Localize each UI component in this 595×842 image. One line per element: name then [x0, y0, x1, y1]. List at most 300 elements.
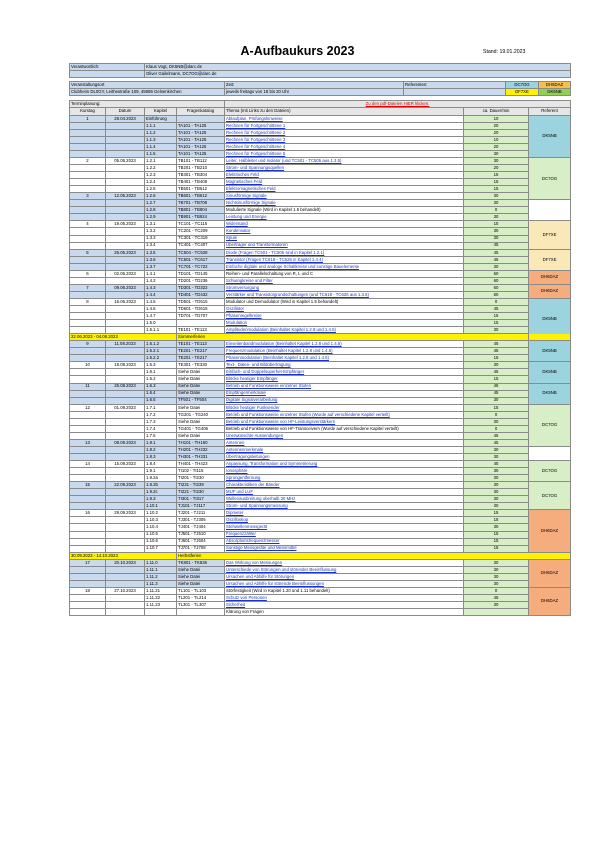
topic-cell[interactable] [225, 249, 464, 256]
chapter-cell: 1.10.4 [145, 524, 177, 531]
pdf-link[interactable] [225, 100, 571, 107]
question-range-cell: TD301 - TD322 [177, 284, 225, 291]
topic-cell[interactable] [225, 284, 464, 291]
chapter-cell: 1.1.3 [145, 136, 177, 143]
referent-cell: DK5NB [529, 383, 571, 404]
topic-cell[interactable] [225, 446, 464, 453]
topic-cell[interactable] [225, 214, 464, 221]
table-row [70, 503, 571, 510]
table-row [70, 270, 571, 277]
topic-cell[interactable] [225, 158, 464, 165]
date-cell: 25.08.2023 [106, 383, 145, 390]
table-row [70, 496, 571, 503]
table-row [70, 545, 571, 552]
topic-link[interactable]: Elektrisches Feld [226, 171, 259, 177]
table-row [70, 327, 571, 334]
question-range-cell: TE201 - TE217 [177, 355, 225, 362]
date-cell [106, 496, 145, 503]
date-cell: 22.09.2023 [106, 482, 145, 489]
topic-cell[interactable] [225, 383, 464, 390]
topic-text: Klärung von Fragen [226, 608, 264, 614]
kurstag-cell [70, 186, 106, 193]
chapter-cell: 1.6.3 [145, 383, 177, 390]
topic-link[interactable]: Dipmeter [226, 510, 244, 516]
topic-cell[interactable] [225, 263, 464, 270]
topic-link[interactable]: Frequenzzähler [226, 531, 256, 537]
topic-link[interactable]: Diode (Fragen TC501 - TC505 sind in Kapitel 1.2.1) [226, 249, 325, 255]
topic-cell[interactable] [225, 200, 464, 207]
topic-link[interactable]: Stehwellenmessgerät [226, 524, 268, 530]
date-cell [106, 503, 145, 510]
topic-link[interactable]: Charakteristiken der Bänder [226, 482, 280, 488]
topic-link[interactable]: Betrieb und Funktionsweise einzelner Stufen (Wurde auf verschiedene Kapitel verteilt) [226, 411, 390, 417]
question-range-cell: TB601 - TB612 [177, 193, 225, 200]
topic-cell[interactable] [225, 369, 464, 376]
topic-link[interactable]: Spule [226, 235, 238, 241]
topic-cell[interactable] [225, 594, 464, 601]
topic-cell[interactable] [225, 136, 464, 143]
table-row [70, 425, 571, 432]
topic-cell[interactable] [225, 228, 464, 235]
kurstag-cell [70, 453, 106, 460]
topic-cell[interactable] [225, 510, 464, 517]
revision-date: Stand: 19.01.2023 [483, 49, 526, 55]
date-cell [106, 369, 145, 376]
kurstag-cell [70, 320, 106, 327]
question-range-cell: TD101 - TD145 [177, 270, 225, 277]
duration-cell: 45 [464, 242, 529, 249]
topic-link[interactable]: Betrieb und Funktionsweise von HF-Leistungsverstärkern [226, 418, 336, 424]
topic-link[interactable]: Anpassung, Transformation und Symmetrierung [226, 460, 318, 466]
date-cell: 27.10.2023 [106, 587, 145, 594]
question-range-cell: TC301 - TC319 [177, 235, 225, 242]
topic-cell[interactable] [225, 341, 464, 348]
topic-cell[interactable] [225, 122, 464, 129]
table-row [70, 136, 571, 143]
duration-cell: 15 [464, 355, 529, 362]
duration-cell: 60 [464, 277, 529, 284]
topic-cell[interactable] [225, 418, 464, 425]
schedule-body [70, 115, 571, 615]
table-row [70, 355, 571, 362]
chapter-cell: 1.3.5 [145, 249, 177, 256]
topic-cell[interactable] [225, 475, 464, 482]
date-cell [106, 397, 145, 404]
duration-cell: 15 [464, 313, 529, 320]
duration-cell: 30 [464, 158, 529, 165]
duration-cell: 15 [464, 179, 529, 186]
topic-cell[interactable] [225, 482, 464, 489]
kurstag-cell: 18 [70, 587, 106, 594]
question-range-cell: TB501 - TB512 [177, 186, 225, 193]
holiday-row [70, 334, 571, 341]
topic-link[interactable]: Blöcke heutiger Funksender [226, 404, 280, 410]
topic-link[interactable]: Sonstige Messgeräte und Messmittel [226, 545, 297, 551]
duration-cell: 30 [464, 566, 529, 573]
duration-cell: 15 [464, 186, 529, 193]
topic-link[interactable]: Ursachen und Abhilfe für Störungen [226, 573, 295, 579]
topic-link[interactable]: Antennen [226, 439, 245, 445]
topic-cell[interactable] [225, 390, 464, 397]
chapter-cell: 1.6.1 [145, 369, 177, 376]
topic-link[interactable]: Absorptionsfrequenzmesser [226, 538, 280, 544]
topic-cell[interactable] [225, 496, 464, 503]
topic-cell[interactable] [225, 313, 464, 320]
chapter-cell: 1.4.2 [145, 277, 177, 284]
kurstag-cell [70, 327, 106, 334]
date-cell [106, 453, 145, 460]
topic-link[interactable]: Einseitenbandmodulation (Beinhaltet Kapitel 1.2.8 und 1.4.5) [226, 341, 342, 347]
topic-link[interactable]: Kondensator [226, 228, 251, 234]
duration-cell: 45 [464, 256, 529, 263]
table-row [70, 179, 571, 186]
table-row [70, 158, 571, 165]
topic-cell[interactable] [225, 531, 464, 538]
table-row [70, 263, 571, 270]
date-cell [106, 418, 145, 425]
question-range-cell: TC101 - TC115 [177, 221, 225, 228]
question-range-cell: TI301 - TI317 [177, 496, 225, 503]
date-cell [106, 235, 145, 242]
kurstag-cell [70, 355, 106, 362]
topic-link[interactable]: Blöcke heutiger Empfänger [226, 376, 278, 382]
kurstag-cell [70, 418, 106, 425]
topic-link[interactable]: Digitale Signalverarbeitung [226, 397, 278, 403]
topic-link[interactable]: Strom- und Spannungsquellen [226, 164, 285, 170]
table-row [70, 390, 571, 397]
chapter-cell: 1.6.5 [145, 397, 177, 404]
topic-cell[interactable] [225, 165, 464, 172]
chapter-cell: 1.4.7 [145, 313, 177, 320]
topic-cell[interactable] [225, 566, 464, 573]
question-range-cell: TD201 - TD236 [177, 277, 225, 284]
date-cell [106, 172, 145, 179]
table-row [70, 341, 571, 348]
topic-cell[interactable] [225, 306, 464, 313]
venue: Clubheim DL0GY, Leithestraße 109, 45886 Gelsenkirchen [70, 89, 225, 96]
date-cell: 18.08.2023 [106, 362, 145, 369]
table-row [70, 517, 571, 524]
chapter-cell: 1.9.2c [145, 489, 177, 496]
topic-cell[interactable] [225, 503, 464, 510]
chapter-cell: 1.4.5 [145, 298, 177, 305]
duration-cell: 15 [464, 538, 529, 545]
topic-link[interactable]: Widerstand [226, 221, 248, 227]
spreadsheet [69, 63, 570, 616]
topic-link[interactable]: Schutz von Personen [226, 594, 267, 600]
topic-link[interactable]: Sinusförmige Signale [226, 193, 267, 199]
topic-cell[interactable] [225, 559, 464, 566]
topic-link[interactable]: Schwingkreise und Filter [226, 277, 273, 283]
date-cell: 29.09.2023 [106, 510, 145, 517]
topic-cell[interactable] [225, 320, 464, 327]
duration-cell: 30 [464, 489, 529, 496]
topic-link[interactable]: Empfängermerkmale [226, 390, 266, 396]
table-row [70, 475, 571, 482]
question-range-cell: TD601 - TD615 [177, 306, 225, 313]
topic-cell[interactable] [225, 404, 464, 411]
kurstag-cell: 12 [70, 404, 106, 411]
date-cell [106, 291, 145, 298]
topic-cell[interactable] [225, 517, 464, 524]
topic-link[interactable]: Rechnen für Fortgeschrittene 2 [226, 129, 286, 135]
date-cell [106, 320, 145, 327]
topic-cell[interactable] [225, 115, 464, 122]
duration-cell: 15 [464, 545, 529, 552]
topic-cell[interactable] [225, 573, 464, 580]
date-cell [106, 425, 145, 432]
topic-link[interactable]: Rechnen für Fortgeschrittene 5 [226, 150, 286, 156]
referent-cell: DH6DAZ [529, 510, 571, 552]
question-range-cell: TF501 - TF504 [177, 397, 225, 404]
date-cell [106, 186, 145, 193]
topic-cell[interactable] [225, 538, 464, 545]
table-row [70, 291, 571, 298]
topic-link[interactable]: Magnetisches Feld [226, 179, 263, 185]
time-label: Zeit: [225, 82, 404, 89]
kurstag-cell [70, 475, 106, 482]
topic-link[interactable]: Ursachen und Abhilfe für störende Beeinflussungen [226, 580, 324, 586]
question-range-cell [177, 115, 225, 122]
kurstag-cell [70, 425, 106, 432]
duration-cell: 30 [464, 468, 529, 475]
topic-link[interactable]: Nichtsinusförmige Signale [226, 200, 276, 206]
kurstag-cell: 6 [70, 270, 106, 277]
date-cell [106, 150, 145, 157]
duration-cell: 30 [464, 214, 529, 221]
topic-link[interactable]: Oszilloskop [226, 517, 248, 523]
referent-cell: DK5NB [529, 298, 571, 340]
topic-cell[interactable] [225, 461, 464, 468]
date-cell [106, 524, 145, 531]
topic-cell[interactable] [225, 327, 464, 334]
question-range-cell: TL201 - TL214 [177, 594, 225, 601]
topic-cell[interactable] [225, 242, 464, 249]
date-cell [106, 348, 145, 355]
topic-link[interactable]: Ablaufplan, Prüfungshinweise [226, 115, 283, 121]
topic-link[interactable]: Übertrager und Transformatoren [226, 242, 288, 248]
topic-link[interactable]: Text-, Daten- und Bildübertragung [226, 362, 291, 368]
topic-cell[interactable] [225, 453, 464, 460]
topic-cell[interactable] [225, 355, 464, 362]
date-cell [106, 242, 145, 249]
topic-link[interactable]: Leiter, Halbleiter und Isolator (und TC501 - TC505 aus 1.3.5) [226, 157, 342, 163]
kurstag-cell [70, 200, 106, 207]
duration-cell: 30 [464, 580, 529, 587]
question-range-cell: TC201 - TC209 [177, 228, 225, 235]
kurstag-cell [70, 517, 106, 524]
table-row [70, 362, 571, 369]
kurstag-cell: 4 [70, 221, 106, 228]
topic-link[interactable]: Sprungentfernung [226, 475, 261, 480]
topic-link[interactable]: Elektromagnetisches Feld [226, 186, 276, 192]
topic-cell[interactable] [225, 277, 464, 284]
topic-text: Störfestigkeit (Wird in Kapitel 1.20 und 1.11 behandelt) [226, 587, 330, 593]
topic-cell[interactable] [225, 172, 464, 179]
topic-cell[interactable] [225, 439, 464, 446]
kurstag-cell: 10 [70, 362, 106, 369]
topic-cell[interactable] [225, 150, 464, 157]
topic-cell [225, 425, 464, 432]
topic-cell[interactable] [225, 348, 464, 355]
topic-cell[interactable] [225, 235, 464, 242]
holiday-dates: 30.09.2023 - 14.10.2023 [70, 552, 177, 559]
topic-link[interactable]: Betrieb und Funktionsweise einzelner Stufen [226, 383, 312, 389]
chapter-cell: 1.5.1.2 [145, 341, 177, 348]
question-range-cell: TC401 - TC407 [177, 242, 225, 249]
question-range-cell: TE101 - TE113 [177, 341, 225, 348]
question-range-cell: TC504 - TC528 [177, 249, 225, 256]
table-row [70, 165, 571, 172]
topic-link[interactable]: Übertragungsleitungen [226, 453, 270, 459]
topic-link[interactable]: Wellenausbreitung oberhalb 30 MHz [226, 496, 296, 502]
referent-cell: DK5NB [529, 341, 571, 362]
chapter-cell: 1.5.1.1 [145, 327, 177, 334]
topic-link[interactable]: Leistung und Energie [226, 214, 267, 220]
topic-cell[interactable] [225, 291, 464, 298]
chapter-cell: 1.5.2.2 [145, 355, 177, 362]
question-range-cell: TE101 - TE113 [177, 327, 225, 334]
duration-cell: 15 [464, 510, 529, 517]
topic-link[interactable]: Frequenzmodulation (Beinhaltet Kapitel 1.2.8 und 1.4.5) [226, 348, 333, 354]
topic-cell[interactable] [225, 489, 464, 496]
question-range-cell: Siehe Datei [177, 566, 225, 573]
kurstag-cell [70, 172, 106, 179]
duration-cell: 30 [464, 327, 529, 334]
question-range-cell: TJ701 - TJ708 [177, 545, 225, 552]
topic-link[interactable]: Unerwünschte Aussendungen [226, 432, 284, 438]
topic-link[interactable]: Einfache digitale und analoge Schaltkreise und sonstige Bauelemente [226, 263, 360, 269]
question-range-cell [177, 320, 225, 327]
referent-cell: DH6DAZ [529, 559, 571, 587]
duration-cell: 45 [464, 249, 529, 256]
topic-cell[interactable] [225, 397, 464, 404]
table-row [70, 418, 571, 425]
col-datum: Datum [106, 107, 145, 115]
date-cell: 16.06.2023 [106, 298, 145, 305]
topic-cell [225, 270, 464, 277]
date-cell: 01.09.2023 [106, 404, 145, 411]
table-row [70, 284, 571, 291]
topic-link[interactable]: Das Wirkung von Messungen [226, 559, 283, 565]
kurstag-cell: 2 [70, 158, 106, 165]
time: jeweils freitags von 18 bis 20 Uhr [225, 89, 404, 96]
date-cell [106, 376, 145, 383]
topic-cell[interactable] [225, 193, 464, 200]
speaker-dk5nb: DK5NB [539, 89, 571, 96]
duration-cell: 60 [464, 291, 529, 298]
topic-link[interactable]: Rechnen für Fortgeschrittene 3 [226, 136, 286, 142]
chapter-cell: 1.11.21 [145, 587, 177, 594]
pdf-link-text[interactable]: Zu den pdf-Dateien HIER klicken. [365, 100, 430, 106]
chapter-cell: 1.1.1 [145, 122, 177, 129]
topic-cell[interactable] [225, 545, 464, 552]
chapter-cell: 1.7.4 [145, 425, 177, 432]
duration-cell: 30 [464, 573, 529, 580]
table-row [70, 376, 571, 383]
topic-link[interactable]: Sicherheit [226, 601, 246, 607]
question-range-cell: TH401 - TH423 [177, 461, 225, 468]
topic-link[interactable]: Stromversorgung [226, 284, 259, 290]
date-cell: 05.05.2023 [106, 158, 145, 165]
topic-link[interactable]: Rechnen für Fortgeschrittene 1 [226, 122, 286, 128]
chapter-cell: 1.4.6 [145, 306, 177, 313]
topic-link[interactable]: Oszillator [226, 305, 244, 311]
kurstag-cell [70, 432, 106, 439]
kurstag-cell: 7 [70, 284, 106, 291]
topic-cell[interactable] [225, 580, 464, 587]
duration-cell: 30 [464, 475, 529, 482]
topic-link[interactable]: Ionosphäre [226, 467, 248, 473]
duration-cell: 0 [464, 411, 529, 418]
table-row [70, 439, 571, 446]
date-cell [106, 277, 145, 284]
topic-link[interactable]: Transistor (Fragen TC618 - TC626 in Kapitel 1.4.4) [226, 256, 323, 262]
topic-link[interactable]: Amplitudenmodulation (Beinhaltet Kapitel 1.2.8 und 1.4.5) [226, 327, 336, 333]
topic-cell[interactable] [225, 256, 464, 263]
duration-cell: 30 [464, 503, 529, 510]
topic-cell[interactable] [225, 221, 464, 228]
question-range-cell: TC601 - TC617 [177, 256, 225, 263]
topic-cell[interactable] [225, 143, 464, 150]
question-range-cell: TB101 - TB112 [177, 158, 225, 165]
question-range-cell: Siehe Datei [177, 383, 225, 390]
question-range-cell: TE301 - TE330 [177, 362, 225, 369]
date-cell [106, 468, 145, 475]
date-cell [106, 165, 145, 172]
topic-link[interactable]: Verstärker und Transistorgrundschaltungen (und TC618 - TC626 aus 1.3.6) [226, 291, 369, 297]
topic-link[interactable]: Einfach- und Doppelsuperhet-Empfänger [226, 369, 305, 375]
topic-link[interactable]: Antennenmerkmale [226, 446, 264, 452]
topic-link[interactable]: Phasenregelkreise [226, 312, 262, 318]
topic-cell[interactable] [225, 179, 464, 186]
chapter-cell: Einführung [145, 115, 177, 122]
topic-link[interactable]: Strom- und Spannungsmessung [226, 503, 288, 509]
col-referent: Referent [529, 107, 571, 115]
topic-cell[interactable] [225, 468, 464, 475]
date-cell [106, 256, 145, 263]
topic-link[interactable]: Rechnen für Fortgeschrittene 4 [226, 143, 286, 149]
topic-link[interactable]: Modulation [226, 319, 248, 325]
kurstag-cell [70, 242, 106, 249]
topic-cell[interactable] [225, 362, 464, 369]
speaker-dc7og: DC7OG [506, 82, 539, 89]
chapter-cell: 1.2.7 [145, 200, 177, 207]
duration-cell: 0 [464, 587, 529, 594]
topic-link[interactable]: Unterschiede von Störungen und störender Beeinflussung [226, 566, 337, 572]
topic-cell[interactable] [225, 186, 464, 193]
table-row [70, 404, 571, 411]
topic-cell[interactable] [225, 376, 464, 383]
duration-cell: 30 [464, 524, 529, 531]
topic-cell[interactable] [225, 129, 464, 136]
question-range-cell: TD701 - TD707 [177, 313, 225, 320]
topic-cell[interactable] [225, 524, 464, 531]
date-cell [106, 601, 145, 608]
topic-cell[interactable] [225, 432, 464, 439]
chapter-cell: 1.10.6 [145, 538, 177, 545]
topic-cell[interactable] [225, 411, 464, 418]
table-row [70, 461, 571, 468]
kurstag-cell [70, 369, 106, 376]
col-thema: Thema (mit Links zu den Dateien) [225, 107, 464, 115]
topic-link[interactable]: MUF und LUF [226, 489, 253, 495]
topic-cell[interactable] [225, 601, 464, 608]
question-range-cell: Siehe Datei [177, 580, 225, 587]
date-cell: 02.06.2023 [106, 270, 145, 277]
topic-link[interactable]: Phasenmodulation (Beinhaltet Kapitel 1.2.8 und 1.4.5) [226, 355, 329, 361]
question-range-cell: Siehe Datei [177, 390, 225, 397]
